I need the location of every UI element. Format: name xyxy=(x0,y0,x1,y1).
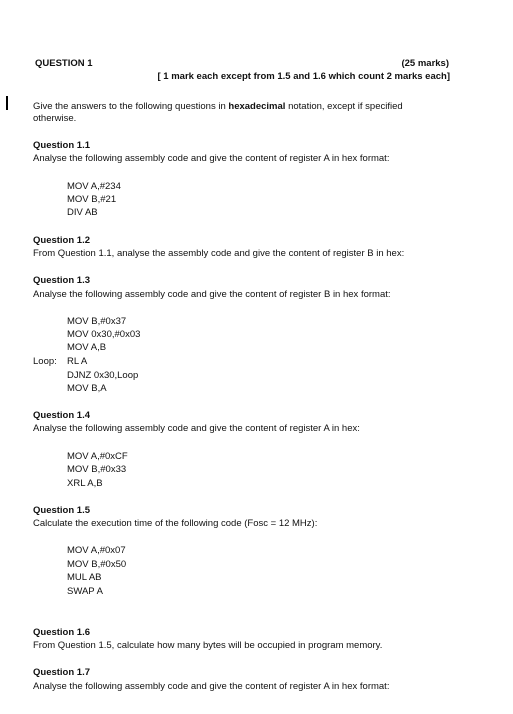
q14-code-line: MOV A,#0xCF xyxy=(67,451,128,462)
intro-text-post: notation, except if specified xyxy=(285,101,403,112)
q14-text: Analyse the following assembly code and give the content of register A in hex: xyxy=(33,423,360,434)
q11-title: Question 1.1 xyxy=(33,140,91,151)
q15-title: Question 1.5 xyxy=(33,505,91,516)
q13-title: Question 1.3 xyxy=(33,275,91,286)
q13-loop-code-line: DJNZ 0x30,Loop xyxy=(67,370,139,381)
q12-text: From Question 1.1, analyse the assembly code and give the content of register B in hex: xyxy=(33,248,405,259)
q14-title: Question 1.4 xyxy=(33,410,91,421)
question-title: QUESTION 1 xyxy=(35,58,93,69)
q11-code-line: MOV B,#21 xyxy=(67,194,117,205)
q13-text: Analyse the following assembly code and give the content of register B in hex format: xyxy=(33,289,391,300)
q14-code-line: XRL A,B xyxy=(67,478,103,489)
q15-code-line: MOV B,#0x50 xyxy=(67,559,127,570)
q12-title: Question 1.2 xyxy=(33,235,91,246)
q13-loop-label: Loop: xyxy=(33,356,57,367)
marks-total: (25 marks) xyxy=(401,58,449,69)
change-bar xyxy=(6,96,8,110)
marks-note: [ 1 mark each except from 1.5 and 1.6 which count 2 marks each] xyxy=(157,71,450,82)
q15-text: Calculate the execution time of the following code (Fosc = 12 MHz): xyxy=(33,518,318,529)
q15-code-line: MUL AB xyxy=(67,572,102,583)
q15-code-line: MOV A,#0x07 xyxy=(67,545,126,556)
q13-loop-code-line: RL A xyxy=(67,356,88,367)
q15-code-line: SWAP A xyxy=(67,586,103,597)
intro-text-pre: Give the answers to the following questions in xyxy=(33,101,229,112)
q13-loop-code-line: MOV B,A xyxy=(67,383,107,394)
q17-title: Question 1.7 xyxy=(33,667,91,678)
q11-code-line: DIV AB xyxy=(67,207,98,218)
intro-text-bold: hexadecimal xyxy=(228,101,286,112)
q16-title: Question 1.6 xyxy=(33,627,91,638)
q11-code-line: MOV A,#234 xyxy=(67,181,121,192)
intro-line-2: otherwise. xyxy=(33,113,77,124)
q13-code-line: MOV 0x30,#0x03 xyxy=(67,329,141,340)
intro-line-1 xyxy=(33,101,403,113)
q17-text: Analyse the following assembly code and give the content of register A in hex format: xyxy=(33,681,390,692)
q16-text: From Question 1.5, calculate how many bytes will be occupied in program memory. xyxy=(33,640,383,651)
q13-code-line: MOV B,#0x37 xyxy=(67,316,127,327)
q13-code-line: MOV A,B xyxy=(67,342,107,353)
q14-code-line: MOV B,#0x33 xyxy=(67,464,127,475)
q11-text: Analyse the following assembly code and give the content of register A in hex format: xyxy=(33,153,390,164)
